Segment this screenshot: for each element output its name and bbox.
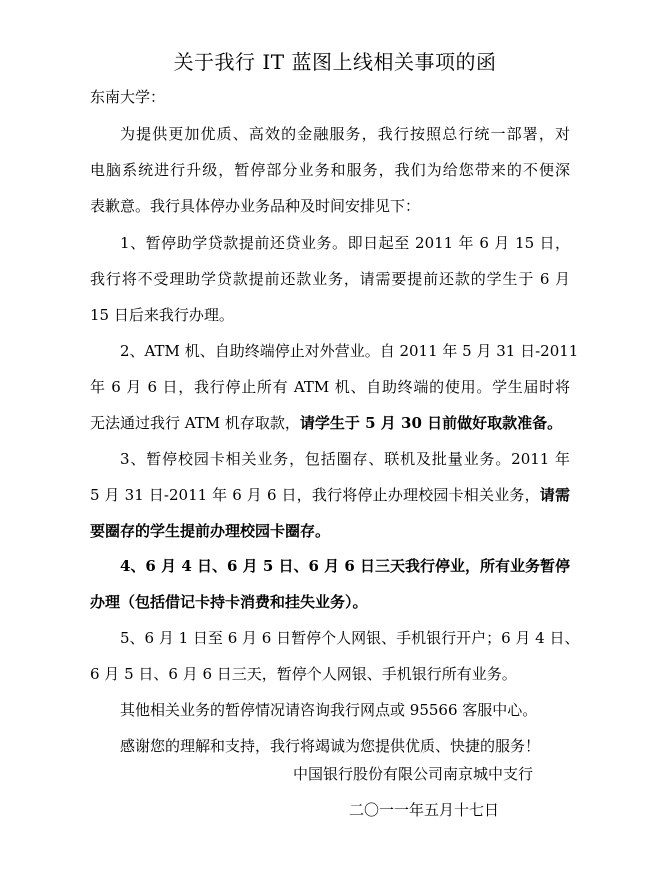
item-2-emphasis: 请学生于 5 月 30 日前做好取款准备。 (299, 414, 563, 432)
item-1-line: 1、暂停助学贷款提前还贷业务。即日起至 2011 年 6 月 15 日， (120, 234, 570, 252)
item-2-line (90, 410, 570, 436)
intro-line: 表歉意。我行具体停办业务品种及时间安排见下： (90, 197, 421, 215)
other-info-line: 其他相关业务的暂停情况请咨询我行网点或 95566 客服中心。 (120, 701, 538, 719)
item-3-emphasis: 请需 (539, 486, 570, 504)
item-1-line: 我行将不受理助学贷款提前还款业务，请需要提前还款的学生于 6 月 (90, 270, 570, 288)
item-1-line: 15 日后来我行办理。 (90, 306, 234, 324)
item-3-emphasis-line: 要圈存的学生提前办理校园卡圈存。 (90, 522, 331, 540)
item-2-line: 年 6 月 6 日，我行停止所有 ATM 机、自助终端的使用。学生届时将 (90, 378, 570, 396)
item-5-line: 5、6 月 1 日至 6 月 6 日暂停个人网银、手机银行开户；6 月 4 日、 (120, 629, 580, 647)
item-2-line: 2、ATM 机、自助终端停止对外营业。自 2011 年 5 月 31 日-2011 (120, 342, 579, 360)
date: 二〇一一年五月十七日 (349, 801, 500, 819)
item-5-line: 6 月 5 日、6 月 6 日三天，暂停个人网银、手机银行所有业务。 (90, 665, 517, 683)
thanks-line: 感谢您的理解和支持，我行将竭诚为您提供优质、快捷的服务！ (120, 737, 541, 755)
intro-line: 电脑系统进行升级，暂停部分业务和服务，我们为给您带来的不便深 (90, 161, 570, 179)
item-4-line: 4、6 月 4 日、6 月 5 日、6 月 6 日三天我行停业，所有业务暂停 (120, 557, 571, 575)
item-3-line (90, 482, 570, 508)
salutation: 东南大学： (90, 88, 166, 106)
intro-line: 为提供更加优质、高效的金融服务，我行按照总行统一部署，对 (120, 125, 570, 143)
item-2-text: 无法通过我行 ATM 机存取款， (90, 414, 300, 432)
item-4-line: 办理（包括借记卡持卡消费和挂失业务）。 (90, 593, 368, 611)
signature: 中国银行股份有限公司南京城中支行 (293, 765, 534, 783)
item-3-text: 5 月 31 日-2011 年 6 月 6 日，我行将停止办理校园卡相关业务， (90, 486, 540, 504)
letter-title: 关于我行 IT 蓝图上线相关事项的函 (173, 50, 497, 74)
item-3-line: 3、暂停校园卡相关业务，包括圈存、联机及批量业务。2011 年 (120, 450, 570, 468)
